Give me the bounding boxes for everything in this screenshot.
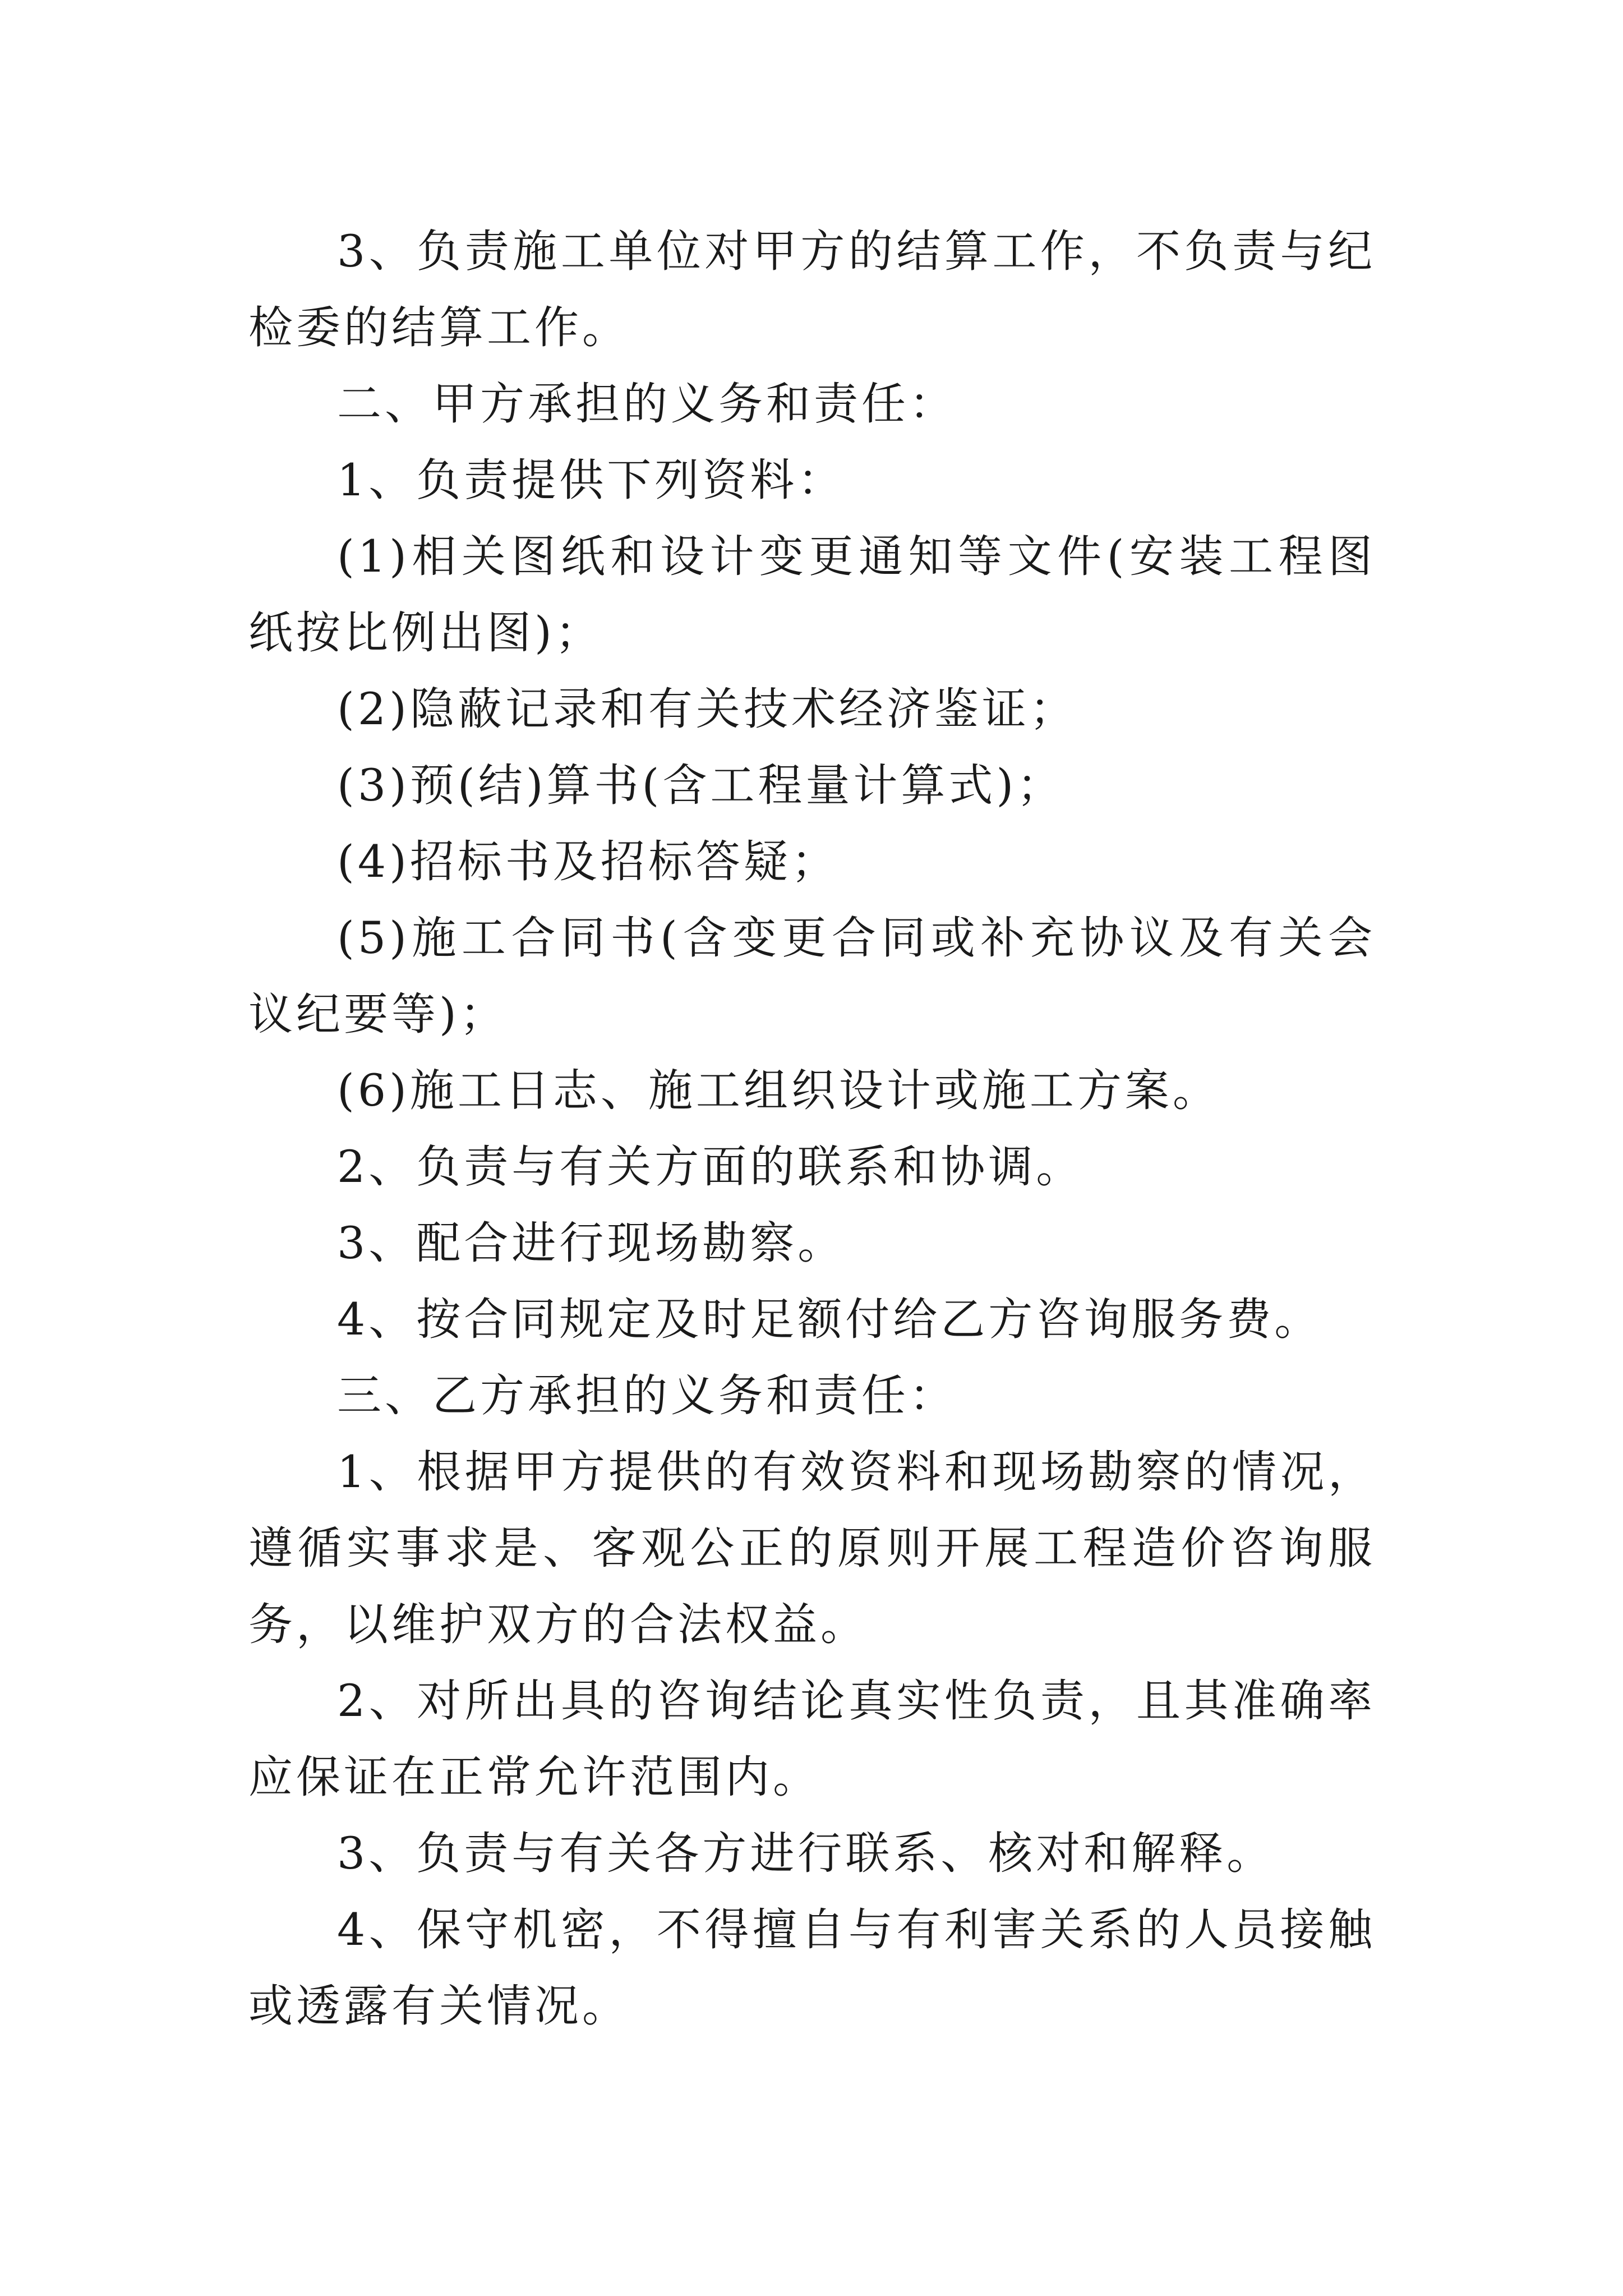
paragraph-confidentiality: 4、保守机密，不得擅自与有利害关系的人员接触或透露有关情况。	[248, 1904, 1376, 2032]
paragraph-payment: 4、按合同规定及时足额付给乙方咨询服务费。	[337, 1294, 1322, 1345]
paragraph-liaison: 2、负责与有关方面的联系和协调。	[337, 1141, 1084, 1193]
paragraph-consulting-principles: 1、根据甲方提供的有效资料和现场勘察的情况，遵循实事求是、客观公正的原则开展工程造价咨询服务，以维护双方的合法权益。	[248, 1446, 1376, 1650]
paragraph-accuracy: 2、对所出具的咨询结论真实性负责，且其准确率应保证在正常允许范围内。	[248, 1675, 1376, 1803]
heading-party-b-obligations: 三、乙方承担的义务和责任：	[337, 1370, 957, 1421]
paragraph-coordination: 3、负责与有关各方进行联系、核对和解释。	[337, 1828, 1275, 1879]
list-item-construction-log: (6)施工日志、施工组织设计或施工方案。	[337, 1065, 1220, 1116]
list-item-drawings: (1)相关图纸和设计变更通知等文件(安装工程图纸按比例出图)；	[248, 531, 1376, 659]
list-item-budget-book: (3)预(结)算书(含工程量计算式)；	[337, 760, 1065, 811]
paragraph-settlement-scope: 3、负责施工单位对甲方的结算工作，不负责与纪检委的结算工作。	[248, 226, 1376, 353]
paragraph-site-survey: 3、配合进行现场勘察。	[337, 1217, 846, 1269]
list-item-concealed-records: (2)隐蔽记录和有关技术经济鉴证；	[337, 683, 1077, 735]
heading-party-a-obligations: 二、甲方承担的义务和责任：	[337, 378, 957, 430]
list-item-construction-contract: (5)施工合同书(含变更合同或补充协议及有关会议纪要等)；	[248, 912, 1376, 1040]
paragraph-provide-materials: 1、负责提供下列资料：	[337, 454, 846, 506]
document-body	[248, 213, 1376, 2044]
list-item-tender-docs: (4)招标书及招标答疑；	[337, 836, 839, 887]
